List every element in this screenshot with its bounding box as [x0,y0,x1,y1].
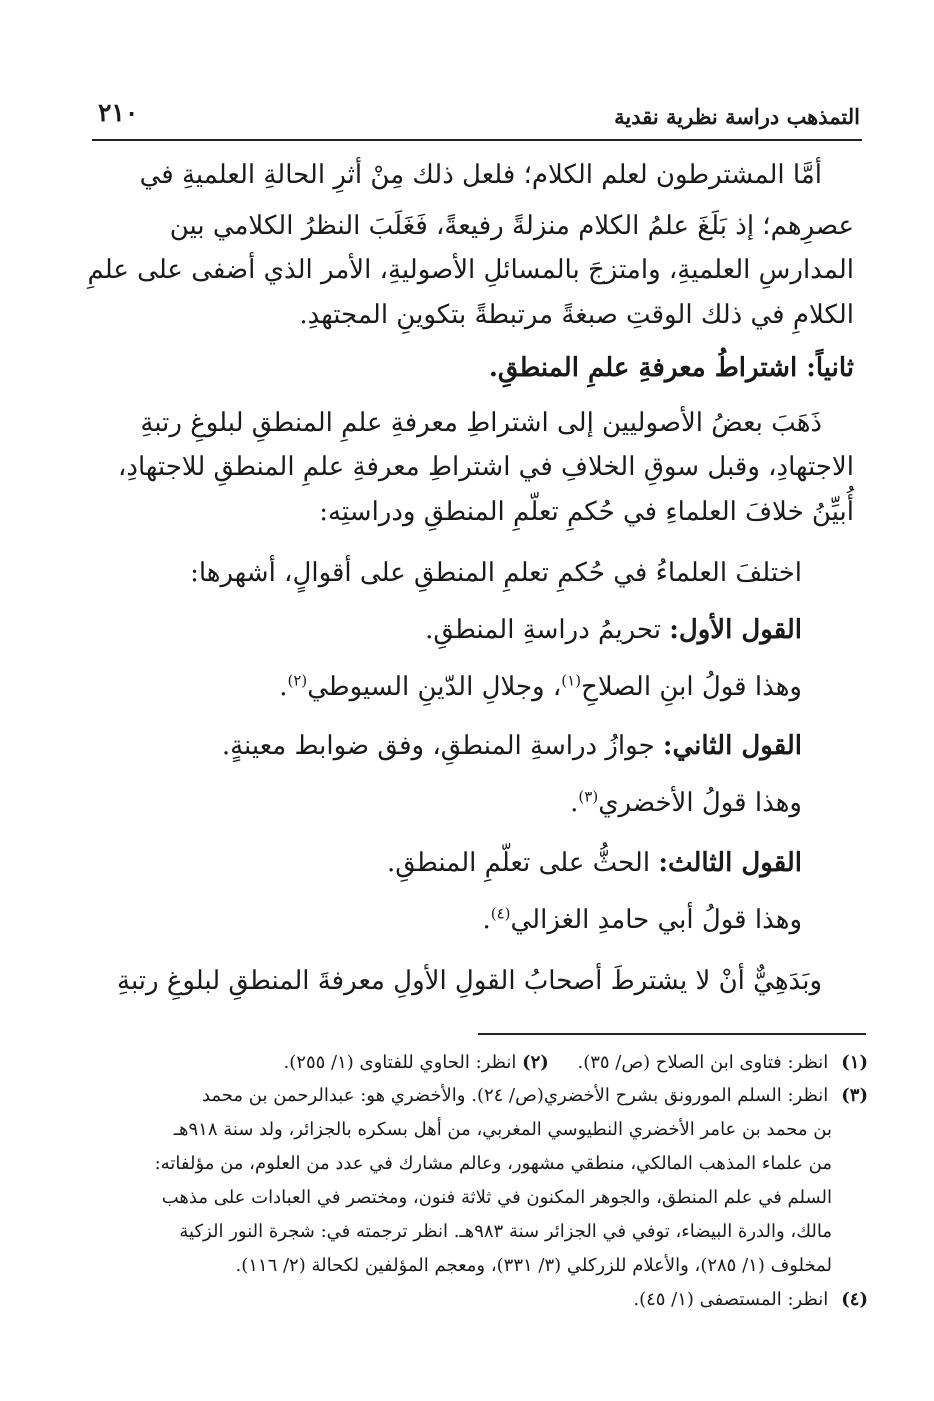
paragraph-line: الاجتهادِ، وقبل سوقِ الخلافِ في اشتراطِ معرفةِ علمِ المنطقِ للاجتهادِ، [118,452,854,482]
opinions-intro: اختلفَ العلماءُ في حُكمِ تعلمِ المنطقِ على أقوالٍ، أشهرها: [190,558,802,588]
footnote-number: (٣) [841,1085,868,1106]
page-header [88,96,868,136]
footnote-3-line [202,1085,868,1107]
opinion-two-text: جوازُ دراسةِ المنطقِ، وفق ضوابط معينةٍ. [221,731,655,761]
footnote-1-2 [284,1052,868,1074]
opinion-three-text: الحثُّ على تعلّمِ المنطقِ. [387,848,651,878]
opinion-two-attribution: وهذا قولُ الأخضري$^{(٣)}$. [570,787,802,818]
opinion-three-label: القول الثالث: [658,848,802,878]
attribution-text: وهذا قولُ ابنِ الصلاحِ [581,672,802,702]
footnote-ref-2: (٢) [287,671,308,690]
footnote-3-line: لمخلوف (١/ ٢٨٥)، والأعلام للزركلي (٣/ ٣٣١)، ومعجم المؤلفين لكحالة (٢/ ١١٦). [235,1255,832,1276]
footnote-divider [478,1033,866,1035]
footnote-text: انظر: المستصفى (١/ ٤٥). [633,1289,829,1310]
footnote-text: انظر: الحاوي للفتاوى (١/ ٢٥٥). [283,1052,517,1073]
footnote-3-line: مالك، والدرة البيضاء، توفي في الجزائر سنة ٩٨٣هـ. انظر ترجمته في: شجرة النور الزكية [179,1221,832,1242]
opinion-three-attribution: وهذا قولُ أبي حامدِ الغزالي$^{(٤)}$. [482,904,802,935]
opinion-one [425,615,802,646]
paragraph-line: ذَهَبَ بعضُ الأصوليين إلى اشتراطِ معرفةِ علمِ المنطقِ لبلوغِ رتبةِ [140,408,822,438]
footnote-number: (٤) [841,1289,868,1310]
header-divider [92,139,862,141]
paragraph-line: أُبيِّنُ خلافَ العلماءِ في حُكمِ تعلّمِ المنطقِ ودراستِه: [319,497,854,527]
opinion-three [387,848,802,879]
opinion-one-text: تحريمُ دراسةِ المنطقِ. [425,615,661,645]
running-title: التمذهب دراسة نظرية نقدية [614,104,860,129]
footnote-4 [633,1289,868,1311]
footnote-3-line: بن محمد بن عامر الأخضري النطيوسي المغربي، من أهل بسكره بالجزائر، ولد سنة ٩١٨هـ [173,1119,832,1140]
footnote-3-line: السلم في علم المنطق، والجوهر المكنون في ثلاثة فنون، ومختصر في العبادات على مذهب [161,1187,832,1208]
footnote-text: انظر: السلم المورونق بشرح الأخضري(ص/ ٢٤). والأخضري هو: عبدالرحمن بن محمد [201,1085,829,1106]
paragraph-line: المدارسِ العلميةِ، وامتزجَ بالمسائلِ الأصوليةِ، الأمر الذي أضفى على علمِ [87,255,854,285]
attribution-text: وهذا قولُ الأخضري [598,788,802,818]
footnote-ref-1: (١) [561,671,582,690]
paragraph-line: وبَدَهِيٌّ أنْ لا يشترطَ أصحابُ القولِ الأولِ معرفةَ المنطقِ لبلوغِ رتبةِ [117,966,822,996]
paragraph-line: عصرِهم؛ إذ بَلَغَ علمُ الكلام منزلةً رفيعةً، فَغَلَبَ النظرُ الكلامي بين [169,211,854,241]
attribution-text: ، وجلالِ الدّينِ السيوطي [307,672,562,702]
paragraph-line: الكلامِ في ذلك الوقتِ صبغةً مرتبطةً بتكوينِ المجتهدِ. [299,300,854,330]
opinion-two-label: القول الثاني: [662,731,802,761]
footnote-ref-4: (٤) [490,904,511,923]
opinion-two [222,731,802,762]
page-number: ٢١٠ [98,98,139,127]
footnote-ref-3: (٣) [578,787,599,806]
footnote-number: (١) [841,1052,868,1073]
footnote-3-line: من علماء المذهب المالكي، منطقي مشهور، وعالم مشارك في عدد من العلوم، من مؤلفاته: [154,1153,832,1174]
opinion-one-attribution: وهذا قولُ ابنِ الصلاحِ$^{(١)}$، وجلالِ الدّينِ السيوطي$^{(٢)}$. [279,671,802,702]
opinion-one-label: القول الأول: [669,615,802,645]
section-heading: ثانياً: اشتراطُ معرفةِ علمِ المنطقِ. [488,353,854,383]
paragraph-line: أمَّا المشترطون لعلم الكلام؛ فلعل ذلك مِنْ أثرِ الحالةِ العلميةِ في [139,160,822,190]
attribution-text: وهذا قولُ أبي حامدِ الغزالي [510,905,802,935]
footnote-text: انظر: فتاوى ابن الصلاح (ص/ ٣٥). [577,1052,829,1073]
footnote-number: (٢) [522,1052,549,1073]
